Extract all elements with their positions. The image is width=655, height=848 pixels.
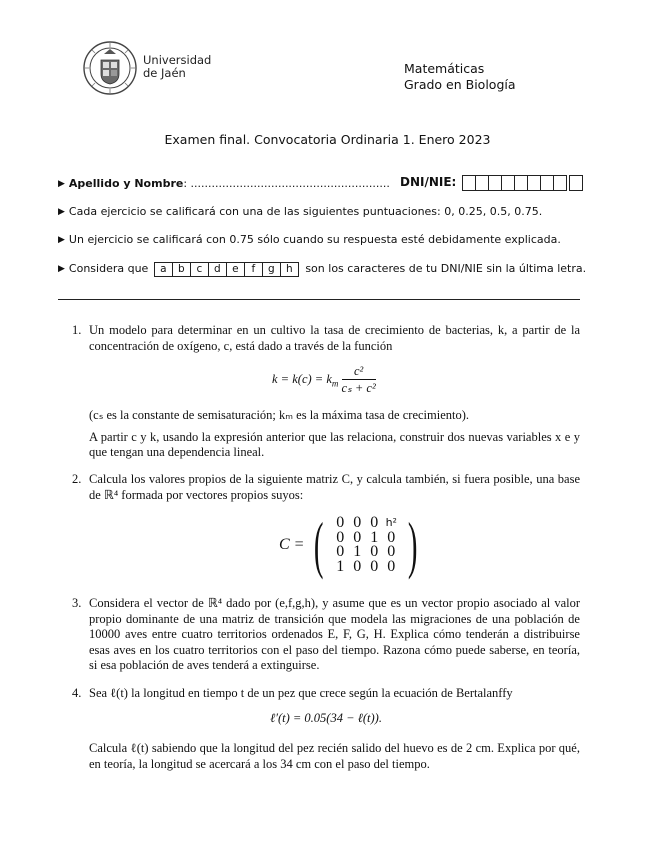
rule-3 — [58, 262, 586, 277]
problem-number: 2. — [72, 472, 82, 486]
problem-note: (cₛ es la constante de semisaturación; kₘ es la máxima tasa de crecimiento). — [89, 408, 470, 422]
dni-box[interactable] — [488, 175, 502, 191]
left-paren: ( — [314, 509, 324, 580]
matrix-cell: 1 — [353, 543, 362, 560]
problem-text: Considera el vector de ℝ⁴ dado por (e,f,g,h), y asume que es un vector propio asociado al valor propio dominante de una matriz de transición que modela las migraciones de una población de 10000 aves entre cuatro territorios ordenados E, F, G, H. Explica cómo tenderán a distribuirse esas aves en los cuatro territorios con el paso del tiempo. Razona cómo puede saberse, en teoría, si esa población de aves tenderá a extinguirse. — [89, 596, 580, 672]
equation-lhs: k = k(c) = k — [272, 371, 332, 386]
dni-letter-box[interactable] — [569, 175, 583, 191]
bullet-triangle-icon: ▶ — [58, 264, 65, 274]
dni-box[interactable] — [527, 175, 541, 191]
problem-text-2: Calcula ℓ(t) sabiendo que la longitud del pez recién salido del huevo es de 2 cm. Explica por qué, en teoría, la longitud se acercará a los 34 cm con el paso del tiempo. — [89, 741, 580, 771]
problem-1 — [72, 323, 580, 354]
matrix-cell: 0 — [370, 557, 379, 575]
matrix-cell: 0 — [353, 557, 362, 575]
university-name-line1: Universidad — [143, 53, 212, 67]
matrix-cell: 0 — [336, 514, 345, 531]
university-name-line2: de Jaén — [143, 66, 186, 80]
matrix-c — [279, 509, 423, 580]
dni-char-boxes — [155, 262, 303, 275]
problem-text-2: A partir c y k, usando la expresión anterior que las relaciona, construir dos nuevas variables x e y que tengan una dependencia lineal. — [89, 429, 580, 459]
dni-box[interactable] — [514, 175, 528, 191]
dni-input-boxes[interactable] — [463, 175, 583, 191]
matrix-cell: 0 — [387, 528, 396, 546]
subject-title: Matemáticas — [404, 61, 485, 76]
problem-4 — [72, 686, 580, 702]
dni-char: d — [208, 262, 227, 277]
problem-2 — [72, 472, 580, 503]
fraction-denominator: cₛ + c² — [341, 381, 376, 395]
matrix-grid — [332, 516, 400, 574]
dni-char: b — [172, 262, 191, 277]
matrix-cell: 1 — [370, 528, 379, 546]
dni-char: c — [190, 262, 209, 277]
dni-char: g — [262, 262, 281, 277]
matrix-cell: 0 — [370, 543, 379, 560]
rule-2 — [58, 233, 561, 246]
problem-4-continued — [72, 741, 580, 772]
problem-number: 1. — [72, 323, 82, 337]
dni-char: a — [154, 262, 173, 277]
right-paren: ) — [407, 509, 418, 580]
rule-3-post: son los caracteres de tu DNI/NIE sin la última letra. — [305, 262, 587, 275]
dni-char: h — [280, 262, 299, 277]
problem-text: Sea ℓ(t) la longitud en tiempo t de un pez que crece según la ecuación de Bertalanffy — [89, 686, 513, 700]
matrix-label: C = — [279, 536, 305, 553]
dni-box[interactable] — [540, 175, 554, 191]
problem-text: Calcula los valores propios de la siguiente matriz C, y calcula también, si fuera posible, una base de ℝ⁴ formada por vectores propios suyos: — [89, 472, 580, 502]
problem-number: 3. — [72, 596, 82, 610]
rule-1-text: Cada ejercicio se calificará con una de las siguientes puntuaciones: 0, 0.25, 0.5, 0.75. — [68, 205, 543, 218]
name-dots: : ......................................................... — [183, 177, 390, 190]
equation-fraction — [342, 364, 376, 396]
matrix-cell: 0 — [353, 514, 362, 531]
equation-1 — [272, 364, 376, 396]
bullet-triangle-icon: ▶ — [58, 207, 65, 217]
matrix-cell: 0 — [370, 514, 379, 531]
problem-number: 4. — [72, 686, 82, 700]
equation-4: ℓ′(t) = 0.05(34 − ℓ(t)). — [270, 711, 382, 725]
problem-text: Un modelo para determinar en un cultivo la tasa de crecimiento de bacterias, k, a partir de la concentración de oxígeno, c, está dado a través de la función — [89, 323, 580, 353]
university-logo — [82, 40, 222, 98]
name-label: Apellido y Nombre — [68, 177, 184, 190]
bullet-triangle-icon: ▶ — [58, 235, 65, 245]
dni-box[interactable] — [462, 175, 476, 191]
course-info — [404, 61, 516, 93]
matrix-cell: 0 — [336, 543, 345, 560]
problem-1-notes — [72, 408, 580, 461]
degree-title: Grado en Biología — [404, 77, 516, 92]
matrix-cell: 0 — [336, 528, 345, 546]
dni-char: f — [244, 262, 263, 277]
rule-1 — [58, 205, 542, 218]
matrix-cell: 0 — [387, 543, 396, 560]
exam-title: Examen final. Convocatoria Ordinaria 1. Enero 2023 — [164, 132, 491, 147]
dni-box[interactable] — [553, 175, 567, 191]
dni-label: DNI/NIE: — [400, 175, 457, 189]
matrix-cell: h² — [385, 516, 397, 529]
dni-box[interactable] — [501, 175, 515, 191]
university-seal-icon — [82, 40, 138, 96]
matrix-cell: 1 — [336, 557, 345, 575]
fraction-numerator: c² — [342, 364, 376, 380]
section-divider — [58, 299, 580, 300]
name-field-line[interactable] — [58, 177, 390, 190]
university-name — [143, 54, 211, 80]
bullet-triangle-icon: ▶ — [58, 179, 65, 189]
matrix-cell: 0 — [353, 528, 362, 546]
equation-subscript: m — [331, 378, 339, 389]
dni-char: e — [226, 262, 245, 277]
problem-3 — [72, 596, 580, 674]
rule-2-text: Un ejercicio se calificará con 0.75 sólo cuando su respuesta esté debidamente explicada. — [68, 233, 561, 246]
matrix-cell: 0 — [387, 557, 396, 575]
dni-box[interactable] — [475, 175, 489, 191]
rule-3-pre: Considera que — [68, 262, 149, 275]
